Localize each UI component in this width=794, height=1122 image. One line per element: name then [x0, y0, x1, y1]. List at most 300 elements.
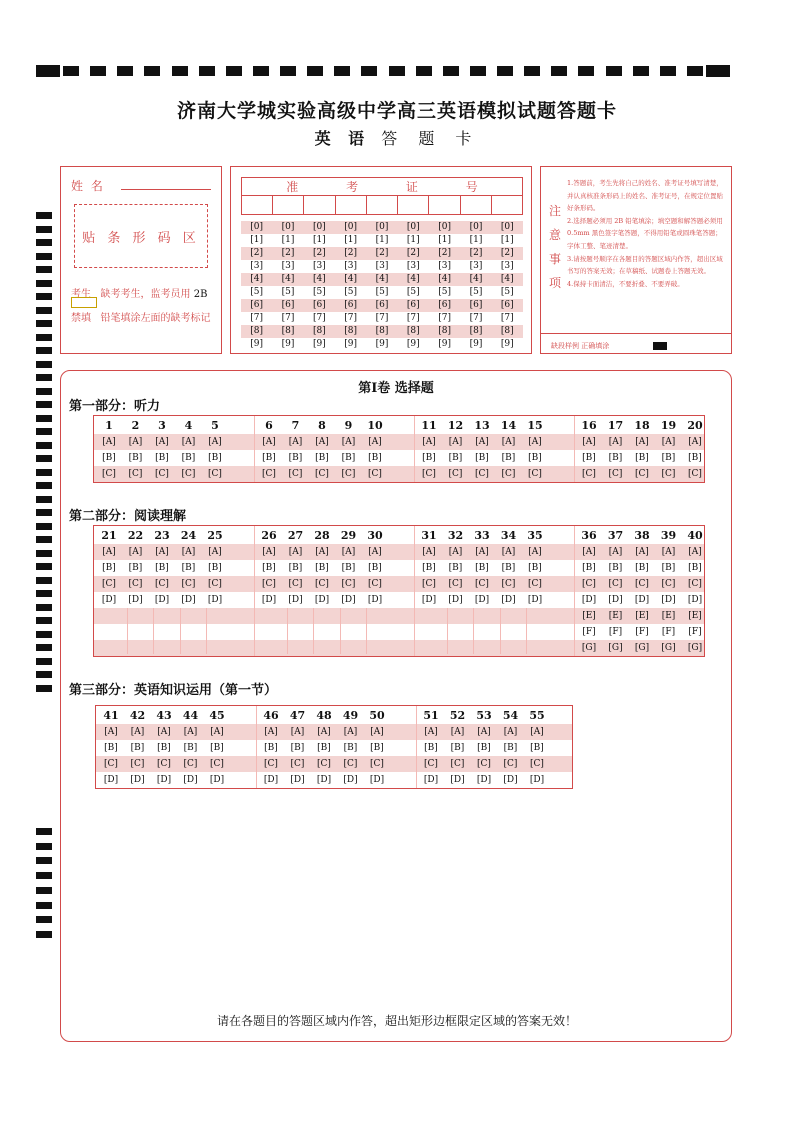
answer-bubble[interactable]: [G] [581, 643, 597, 653]
answer-bubble[interactable]: [B] [582, 563, 596, 573]
answer-bubble[interactable]: [D] [103, 775, 119, 785]
answer-bubble[interactable]: [B] [264, 743, 278, 753]
answer-bubble[interactable]: [D] [288, 595, 303, 605]
answer-bubble[interactable]: [B] [475, 453, 489, 463]
answer-bubble[interactable]: [C] [102, 579, 116, 589]
exam-number-cell[interactable] [367, 196, 398, 214]
exam-number-bubble[interactable]: [0] [469, 222, 483, 232]
exam-number-bubble[interactable]: [2] [500, 248, 514, 258]
answer-bubble[interactable]: [C] [661, 469, 676, 479]
answer-bubble[interactable]: [C] [528, 579, 542, 589]
exam-number-bubble[interactable]: [5] [406, 287, 420, 297]
answer-bubble[interactable]: [A] [288, 437, 303, 447]
answer-bubble[interactable]: [B] [290, 743, 305, 753]
answer-bubble[interactable]: [B] [157, 743, 171, 753]
exam-number-bubble[interactable]: [0] [438, 222, 451, 232]
answer-bubble[interactable]: [G] [687, 643, 703, 653]
answer-bubble[interactable]: [C] [155, 469, 169, 479]
exam-number-bubble[interactable]: [8] [281, 326, 295, 336]
answer-bubble[interactable]: [B] [503, 743, 518, 753]
answer-bubble[interactable]: [C] [422, 469, 436, 479]
answer-bubble[interactable]: [B] [424, 743, 438, 753]
answer-bubble[interactable]: [D] [450, 775, 465, 785]
answer-bubble[interactable]: [A] [422, 437, 436, 447]
answer-bubble[interactable]: [B] [343, 743, 358, 753]
exam-number-bubble[interactable]: [5] [281, 287, 295, 297]
exam-number-bubble[interactable]: [9] [281, 339, 295, 349]
exam-number-bubble[interactable]: [8] [344, 326, 358, 336]
answer-bubble[interactable]: [C] [501, 579, 516, 589]
exam-number-bubble[interactable]: [8] [250, 326, 264, 336]
answer-bubble[interactable]: [C] [501, 469, 516, 479]
answer-bubble[interactable]: [C] [262, 579, 276, 589]
answer-bubble[interactable]: [A] [181, 437, 196, 447]
answer-bubble[interactable]: [C] [635, 579, 649, 589]
exam-number-bubble[interactable]: [8] [438, 326, 451, 336]
answer-bubble[interactable]: [A] [475, 547, 489, 557]
answer-bubble[interactable]: [A] [528, 437, 542, 447]
answer-bubble[interactable]: [D] [261, 595, 277, 605]
answer-bubble[interactable]: [B] [635, 453, 649, 463]
answer-bubble[interactable]: [A] [635, 437, 649, 447]
answer-bubble[interactable]: [C] [181, 579, 196, 589]
answer-bubble[interactable]: [C] [104, 759, 118, 769]
answer-bubble[interactable]: [D] [527, 595, 543, 605]
answer-bubble[interactable]: [C] [155, 579, 169, 589]
answer-bubble[interactable]: [B] [688, 563, 702, 573]
exam-number-bubble[interactable]: [7] [312, 313, 326, 323]
exam-number-bubble[interactable]: [4] [500, 274, 514, 284]
answer-bubble[interactable]: [B] [501, 453, 516, 463]
exam-number-bubble[interactable]: [0] [250, 222, 264, 232]
answer-bubble[interactable]: [C] [475, 469, 489, 479]
exam-number-bubble[interactable]: [7] [281, 313, 295, 323]
exam-number-bubble[interactable]: [3] [344, 261, 358, 271]
exam-number-cell[interactable] [242, 196, 273, 214]
answer-bubble[interactable]: [D] [367, 595, 383, 605]
answer-bubble[interactable]: [C] [181, 469, 196, 479]
answer-bubble[interactable]: [C] [424, 759, 438, 769]
exam-number-bubble[interactable]: [8] [469, 326, 483, 336]
exam-number-bubble[interactable]: [0] [406, 222, 420, 232]
answer-bubble[interactable]: [B] [450, 743, 465, 753]
answer-bubble[interactable]: [B] [102, 563, 116, 573]
answer-bubble[interactable]: [B] [208, 563, 222, 573]
answer-bubble[interactable]: [D] [207, 595, 223, 605]
answer-bubble[interactable]: [B] [661, 563, 676, 573]
answer-bubble[interactable]: [A] [608, 437, 623, 447]
answer-bubble[interactable]: [A] [341, 437, 356, 447]
exam-number-bubble[interactable]: [4] [344, 274, 358, 284]
answer-bubble[interactable]: [F] [688, 627, 702, 637]
exam-number-bubble[interactable]: [6] [500, 300, 514, 310]
answer-bubble[interactable]: [D] [181, 595, 196, 605]
exam-number-bubble[interactable]: [3] [375, 261, 389, 271]
answer-bubble[interactable]: [G] [608, 643, 623, 653]
exam-number-bubble[interactable]: [1] [438, 235, 451, 245]
answer-bubble[interactable]: [B] [368, 453, 382, 463]
answer-bubble[interactable]: [B] [635, 563, 649, 573]
answer-bubble[interactable]: [A] [181, 547, 196, 557]
answer-bubble[interactable]: [A] [183, 727, 198, 737]
exam-number-bubble[interactable]: [9] [375, 339, 389, 349]
answer-bubble[interactable]: [A] [208, 547, 222, 557]
exam-number-bubble[interactable]: [3] [469, 261, 483, 271]
answer-bubble[interactable]: [C] [608, 469, 623, 479]
answer-bubble[interactable]: [B] [102, 453, 116, 463]
answer-bubble[interactable]: [A] [608, 547, 623, 557]
exam-number-bubble[interactable]: [2] [375, 248, 389, 258]
answer-bubble[interactable]: [B] [475, 563, 489, 573]
exam-number-write-cells[interactable] [241, 195, 523, 215]
exam-number-bubble[interactable]: [7] [438, 313, 451, 323]
answer-bubble[interactable]: [A] [315, 547, 329, 557]
answer-bubble[interactable]: [B] [128, 453, 143, 463]
exam-number-bubble[interactable]: [4] [375, 274, 389, 284]
answer-bubble[interactable]: [D] [421, 595, 437, 605]
answer-bubble[interactable]: [D] [209, 775, 225, 785]
exam-number-cell[interactable] [492, 196, 522, 214]
answer-bubble[interactable]: [D] [448, 595, 463, 605]
answer-bubble[interactable]: [D] [369, 775, 385, 785]
exam-number-bubble[interactable]: [1] [406, 235, 420, 245]
answer-bubble[interactable]: [E] [661, 611, 676, 621]
answer-bubble[interactable]: [A] [128, 437, 143, 447]
answer-bubble[interactable]: [C] [157, 759, 171, 769]
answer-bubble[interactable]: [E] [635, 611, 649, 621]
answer-bubble[interactable]: [A] [477, 727, 491, 737]
exam-number-bubble[interactable]: [8] [312, 326, 326, 336]
answer-bubble[interactable]: [C] [608, 579, 623, 589]
answer-bubble[interactable]: [E] [608, 611, 623, 621]
answer-bubble[interactable]: [B] [341, 453, 356, 463]
exam-number-bubble[interactable]: [2] [281, 248, 295, 258]
exam-number-bubble[interactable]: [2] [312, 248, 326, 258]
answer-bubble[interactable]: [E] [688, 611, 702, 621]
answer-bubble[interactable]: [D] [128, 595, 143, 605]
answer-bubble[interactable]: [C] [343, 759, 358, 769]
exam-number-bubble[interactable]: [6] [438, 300, 451, 310]
exam-number-bubble[interactable]: [1] [469, 235, 483, 245]
answer-bubble[interactable]: [B] [183, 743, 198, 753]
exam-number-bubble[interactable]: [3] [250, 261, 264, 271]
answer-bubble[interactable]: [C] [183, 759, 198, 769]
answer-bubble[interactable]: [D] [423, 775, 439, 785]
answer-bubble[interactable]: [C] [102, 469, 116, 479]
answer-bubble[interactable]: [B] [688, 453, 702, 463]
answer-bubble[interactable]: [C] [317, 759, 331, 769]
answer-bubble[interactable]: [A] [422, 547, 436, 557]
answer-bubble[interactable]: [D] [154, 595, 170, 605]
exam-number-bubble[interactable]: [8] [500, 326, 514, 336]
exam-number-bubble[interactable]: [6] [375, 300, 389, 310]
answer-bubble[interactable]: [B] [368, 563, 382, 573]
answer-bubble[interactable]: [C] [341, 579, 356, 589]
answer-bubble[interactable]: [C] [208, 469, 222, 479]
answer-bubble[interactable]: [B] [317, 743, 331, 753]
answer-bubble[interactable]: [A] [368, 547, 382, 557]
answer-bubble[interactable]: [C] [315, 579, 329, 589]
answer-bubble[interactable]: [D] [529, 775, 545, 785]
answer-bubble[interactable]: [A] [290, 727, 305, 737]
answer-bubble[interactable]: [C] [288, 469, 303, 479]
answer-bubble[interactable]: [A] [501, 437, 516, 447]
exam-number-bubble[interactable]: [9] [469, 339, 483, 349]
answer-bubble[interactable]: [B] [448, 453, 463, 463]
exam-number-bubbles[interactable] [241, 221, 523, 351]
answer-bubble[interactable]: [A] [102, 437, 116, 447]
exam-number-bubble[interactable]: [1] [375, 235, 389, 245]
name-field[interactable] [121, 189, 211, 190]
answer-bubble[interactable]: [B] [130, 743, 145, 753]
exam-number-bubble[interactable]: [7] [469, 313, 483, 323]
answer-bubble[interactable]: [A] [155, 437, 169, 447]
exam-number-bubble[interactable]: [6] [406, 300, 420, 310]
answer-bubble[interactable]: [D] [263, 775, 279, 785]
answer-bubble[interactable]: [D] [341, 595, 356, 605]
exam-number-bubble[interactable]: [5] [250, 287, 264, 297]
exam-number-bubble[interactable]: [4] [438, 274, 451, 284]
answer-bubble[interactable]: [C] [368, 469, 382, 479]
exam-number-bubble[interactable]: [6] [469, 300, 483, 310]
exam-number-bubble[interactable]: [0] [312, 222, 326, 232]
exam-number-bubble[interactable]: [1] [312, 235, 326, 245]
answer-bubble[interactable]: [A] [448, 437, 463, 447]
answer-bubble[interactable]: [B] [528, 453, 542, 463]
answer-bubble[interactable]: [B] [288, 453, 303, 463]
answer-bubble[interactable]: [C] [635, 469, 649, 479]
exam-number-bubble[interactable]: [3] [312, 261, 326, 271]
answer-bubble[interactable]: [C] [661, 579, 676, 589]
answer-bubble[interactable]: [D] [130, 775, 145, 785]
answer-bubble[interactable]: [B] [208, 453, 222, 463]
answer-bubble[interactable]: [C] [128, 579, 143, 589]
answer-bubble[interactable]: [D] [687, 595, 703, 605]
answer-bubble[interactable]: [A] [155, 547, 169, 557]
answer-bubble[interactable]: [A] [661, 547, 676, 557]
answer-bubble[interactable]: [C] [368, 579, 382, 589]
answer-bubble[interactable]: [A] [528, 547, 542, 557]
answer-bubble[interactable]: [D] [101, 595, 117, 605]
exam-number-bubble[interactable]: [7] [250, 313, 264, 323]
answer-bubble[interactable]: [B] [181, 563, 196, 573]
exam-number-bubble[interactable]: [4] [250, 274, 264, 284]
answer-bubble[interactable]: [A] [104, 727, 118, 737]
exam-number-bubble[interactable]: [1] [250, 235, 264, 245]
exam-number-bubble[interactable]: [5] [312, 287, 326, 297]
answer-bubble[interactable]: [B] [448, 563, 463, 573]
exam-number-bubble[interactable]: [5] [344, 287, 358, 297]
exam-number-bubble[interactable]: [5] [500, 287, 514, 297]
answer-bubble[interactable]: [A] [208, 437, 222, 447]
answer-bubble[interactable]: [F] [661, 627, 676, 637]
answer-bubble[interactable]: [D] [581, 595, 597, 605]
answer-bubble[interactable]: [C] [128, 469, 143, 479]
answer-bubble[interactable]: [D] [314, 595, 330, 605]
answer-bubble[interactable]: [D] [501, 595, 516, 605]
answer-bubble[interactable]: [A] [157, 727, 171, 737]
answer-bubble[interactable]: [C] [208, 579, 222, 589]
answer-bubble[interactable]: [A] [102, 547, 116, 557]
answer-bubble[interactable]: [B] [528, 563, 542, 573]
answer-bubble[interactable]: [A] [262, 437, 276, 447]
answer-bubble[interactable]: [E] [582, 611, 596, 621]
exam-number-bubble[interactable]: [2] [469, 248, 483, 258]
answer-bubble[interactable]: [C] [688, 469, 702, 479]
answer-bubble[interactable]: [A] [368, 437, 382, 447]
answer-bubble[interactable]: [A] [582, 547, 596, 557]
answer-bubble[interactable]: [C] [582, 579, 596, 589]
answer-bubble[interactable]: [B] [262, 453, 276, 463]
answer-bubble[interactable]: [A] [501, 547, 516, 557]
exam-number-bubble[interactable]: [1] [281, 235, 295, 245]
exam-number-cell[interactable] [429, 196, 460, 214]
answer-bubble[interactable]: [D] [661, 595, 676, 605]
answer-bubble[interactable]: [C] [264, 759, 278, 769]
exam-number-bubble[interactable]: [8] [406, 326, 420, 336]
exam-number-cell[interactable] [304, 196, 335, 214]
exam-number-bubble[interactable]: [4] [469, 274, 483, 284]
answer-bubble[interactable]: [F] [608, 627, 623, 637]
answer-bubble[interactable]: [D] [156, 775, 172, 785]
answer-bubble[interactable]: [C] [341, 469, 356, 479]
answer-bubble[interactable]: [C] [370, 759, 384, 769]
answer-bubble[interactable]: [B] [181, 453, 196, 463]
answer-bubble[interactable]: [C] [315, 469, 329, 479]
answer-bubble[interactable]: [D] [183, 775, 198, 785]
answer-bubble[interactable]: [A] [688, 437, 702, 447]
answer-bubble[interactable]: [B] [210, 743, 224, 753]
answer-bubble[interactable]: [B] [262, 563, 276, 573]
exam-number-bubble[interactable]: [3] [281, 261, 295, 271]
exam-number-bubble[interactable]: [3] [438, 261, 451, 271]
exam-number-bubble[interactable]: [0] [344, 222, 358, 232]
exam-number-bubble[interactable]: [0] [375, 222, 389, 232]
exam-number-cell[interactable] [398, 196, 429, 214]
answer-bubble[interactable]: [C] [450, 759, 465, 769]
exam-number-bubble[interactable]: [1] [500, 235, 514, 245]
answer-bubble[interactable]: [C] [530, 759, 544, 769]
answer-bubble[interactable]: [D] [608, 595, 623, 605]
exam-number-bubble[interactable]: [9] [250, 339, 264, 349]
exam-number-bubble[interactable]: [6] [250, 300, 264, 310]
exam-number-bubble[interactable]: [3] [500, 261, 514, 271]
answer-bubble[interactable]: [A] [128, 547, 143, 557]
answer-bubble[interactable]: [B] [608, 453, 623, 463]
exam-number-cell[interactable] [273, 196, 304, 214]
answer-bubble[interactable]: [F] [635, 627, 649, 637]
answer-bubble[interactable]: [C] [448, 469, 463, 479]
answer-bubble[interactable]: [A] [315, 437, 329, 447]
answer-bubble[interactable]: [C] [130, 759, 145, 769]
exam-number-bubble[interactable]: [7] [406, 313, 420, 323]
answer-bubble[interactable]: [B] [530, 743, 544, 753]
answer-bubble[interactable]: [C] [290, 759, 305, 769]
answer-bubble[interactable]: [A] [288, 547, 303, 557]
answer-bubble[interactable]: [B] [422, 563, 436, 573]
answer-bubble[interactable]: [B] [104, 743, 118, 753]
exam-number-bubble[interactable]: [9] [406, 339, 420, 349]
answer-bubble[interactable]: [D] [503, 775, 518, 785]
answer-bubble[interactable]: [A] [530, 727, 544, 737]
answer-bubble[interactable]: [C] [288, 579, 303, 589]
answer-bubble[interactable]: [A] [661, 437, 676, 447]
exam-number-bubble[interactable]: [3] [406, 261, 420, 271]
answer-bubble[interactable]: [B] [477, 743, 491, 753]
exam-number-bubble[interactable]: [6] [312, 300, 326, 310]
answer-bubble[interactable]: [A] [317, 727, 331, 737]
answer-bubble[interactable]: [F] [582, 627, 596, 637]
answer-bubble[interactable]: [A] [341, 547, 356, 557]
exam-number-bubble[interactable]: [7] [375, 313, 389, 323]
answer-bubble[interactable]: [B] [155, 453, 169, 463]
exam-number-bubble[interactable]: [9] [500, 339, 514, 349]
answer-bubble[interactable]: [A] [370, 727, 384, 737]
answer-bubble[interactable]: [A] [688, 547, 702, 557]
answer-bubble[interactable]: [A] [262, 547, 276, 557]
answer-bubble[interactable]: [A] [130, 727, 145, 737]
absent-mark-box[interactable] [71, 297, 97, 308]
answer-bubble[interactable]: [B] [288, 563, 303, 573]
exam-number-bubble[interactable]: [4] [312, 274, 326, 284]
answer-bubble[interactable]: [C] [688, 579, 702, 589]
answer-bubble[interactable]: [D] [474, 595, 490, 605]
answer-bubble[interactable]: [A] [582, 437, 596, 447]
answer-bubble[interactable]: [D] [343, 775, 358, 785]
answer-bubble[interactable]: [A] [635, 547, 649, 557]
exam-number-bubble[interactable]: [6] [344, 300, 358, 310]
exam-number-bubble[interactable]: [8] [375, 326, 389, 336]
answer-bubble[interactable]: [D] [316, 775, 332, 785]
answer-bubble[interactable]: [D] [476, 775, 492, 785]
answer-bubble[interactable]: [C] [448, 579, 463, 589]
answer-bubble[interactable]: [B] [128, 563, 143, 573]
answer-bubble[interactable]: [A] [343, 727, 358, 737]
exam-number-bubble[interactable]: [4] [406, 274, 420, 284]
answer-bubble[interactable]: [D] [634, 595, 650, 605]
answer-bubble[interactable]: [A] [264, 727, 278, 737]
answer-bubble[interactable]: [C] [477, 759, 491, 769]
answer-bubble[interactable]: [G] [634, 643, 650, 653]
answer-bubble[interactable]: [B] [341, 563, 356, 573]
exam-number-bubble[interactable]: [6] [281, 300, 295, 310]
exam-number-bubble[interactable]: [7] [344, 313, 358, 323]
exam-number-bubble[interactable]: [2] [406, 248, 420, 258]
exam-number-bubble[interactable]: [9] [312, 339, 326, 349]
answer-bubble[interactable]: [G] [661, 643, 676, 653]
exam-number-bubble[interactable]: [5] [469, 287, 483, 297]
answer-bubble[interactable]: [B] [501, 563, 516, 573]
exam-number-bubble[interactable]: [2] [344, 248, 358, 258]
answer-bubble[interactable]: [C] [422, 579, 436, 589]
answer-bubble[interactable]: [B] [608, 563, 623, 573]
answer-bubble[interactable]: [C] [528, 469, 542, 479]
answer-bubble[interactable]: [B] [315, 453, 329, 463]
answer-bubble[interactable]: [A] [448, 547, 463, 557]
exam-number-cell[interactable] [461, 196, 492, 214]
answer-bubble[interactable]: [B] [661, 453, 676, 463]
answer-bubble[interactable]: [C] [475, 579, 489, 589]
exam-number-bubble[interactable]: [9] [438, 339, 451, 349]
exam-number-bubble[interactable]: [7] [500, 313, 514, 323]
exam-number-bubble[interactable]: [9] [344, 339, 358, 349]
answer-bubble[interactable]: [D] [290, 775, 305, 785]
exam-number-bubble[interactable]: [2] [438, 248, 451, 258]
exam-number-bubble[interactable]: [0] [500, 222, 514, 232]
exam-number-bubble[interactable]: [2] [250, 248, 264, 258]
answer-bubble[interactable]: [A] [503, 727, 518, 737]
exam-number-cell[interactable] [336, 196, 367, 214]
